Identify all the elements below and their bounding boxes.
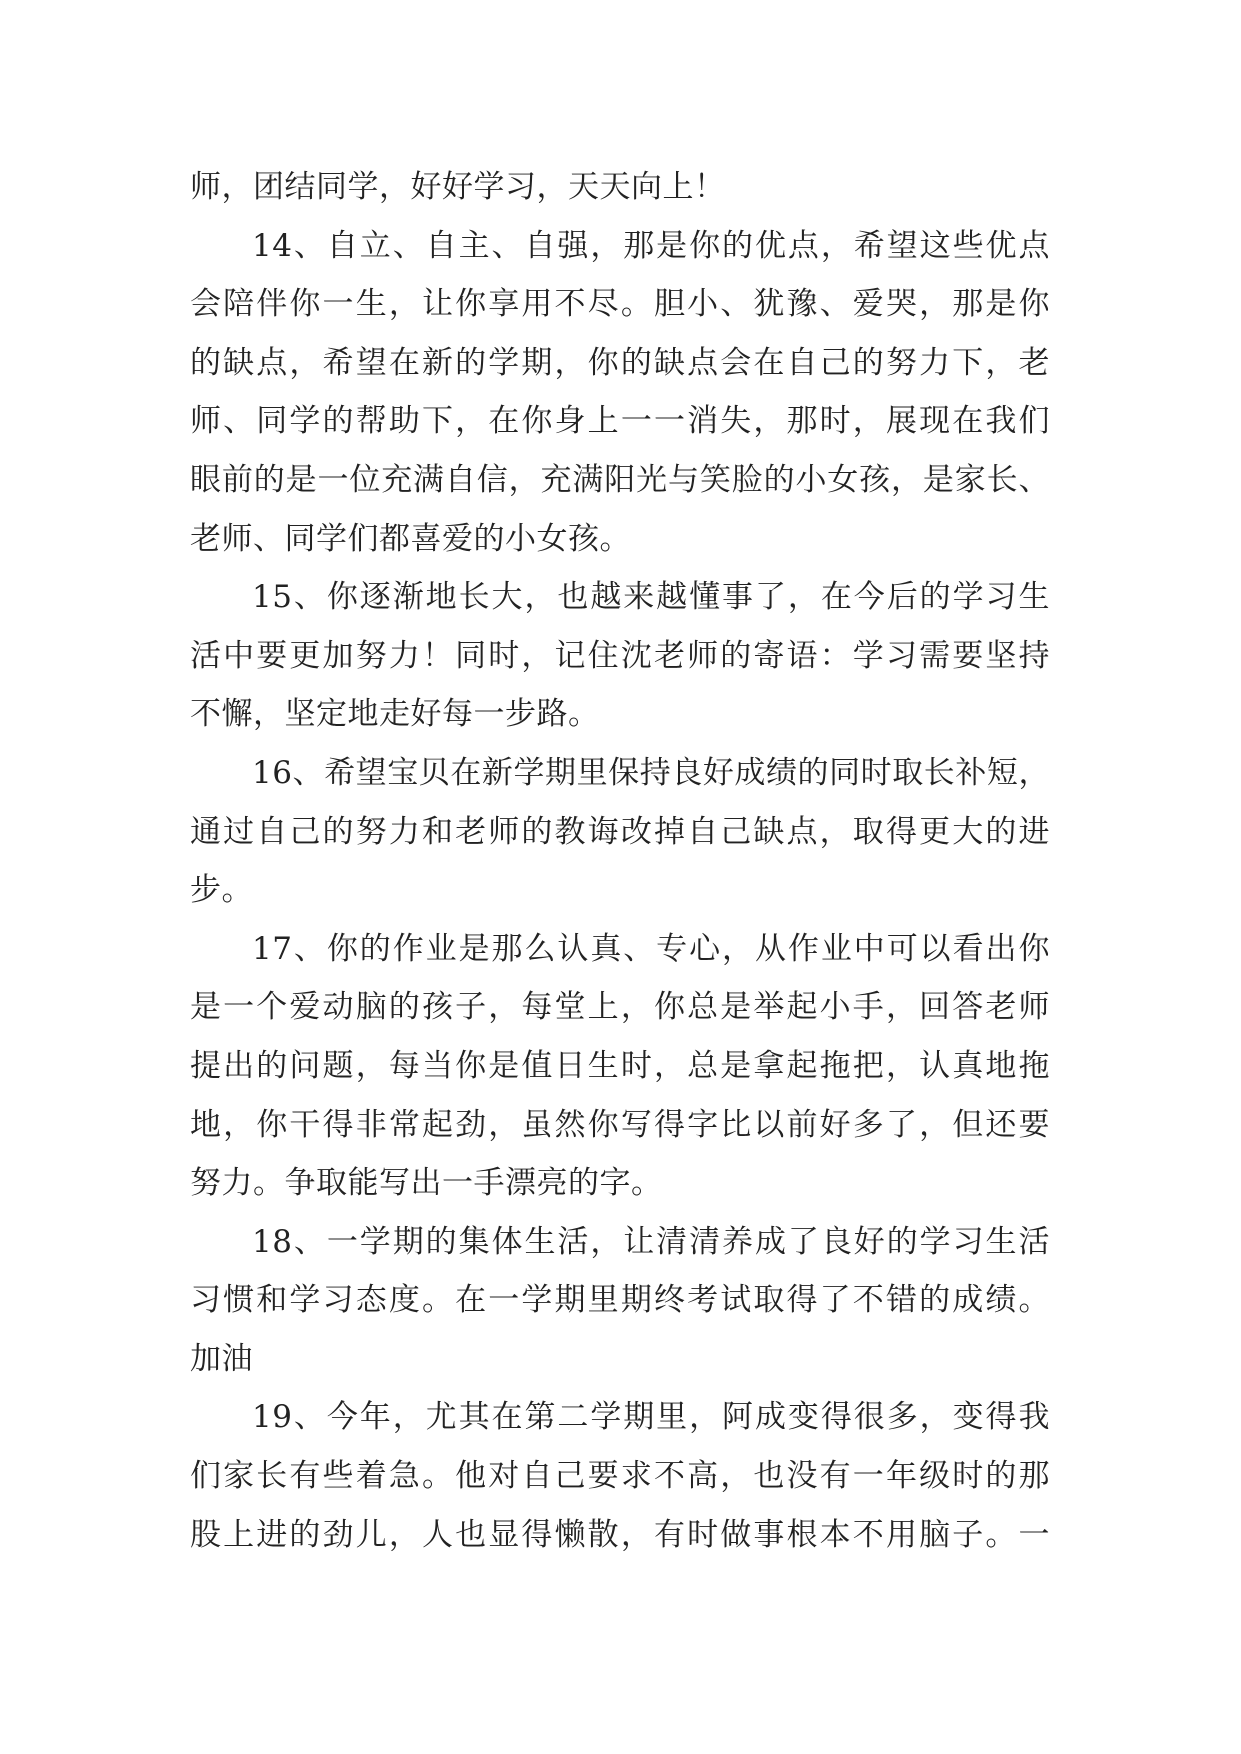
text-line: 步。 (190, 872, 253, 909)
text-line: 股上进的劲儿，人也显得懒散，有时做事根本不用脑子。一 (190, 1516, 1050, 1553)
paragraph (190, 1388, 1050, 1564)
text-line: 14、自立、自主、自强，那是你的优点，希望这些优点 (252, 227, 1050, 264)
text-line: 努力。争取能写出一手漂亮的字。 (190, 1165, 663, 1202)
text-line: 们家长有些着急。他对自己要求不高，也没有一年级时的那 (190, 1458, 1050, 1495)
text-line: 不懈，坚定地走好每一步路。 (190, 696, 600, 733)
text-line: 17、你的作业是那么认真、专心，从作业中可以看出你 (252, 930, 1050, 967)
text-line: 师，团结同学，好好学习，天天向上！ (190, 169, 726, 205)
text-line: 18、一学期的集体生活，让清清养成了良好的学习生活 (252, 1223, 1050, 1260)
paragraph (190, 920, 1050, 1213)
text-line: 会陪伴你一生，让你享用不尽。胆小、犹豫、爱哭，那是你 (190, 286, 1050, 323)
paragraph (190, 217, 1050, 569)
text-line: 加油 (190, 1340, 253, 1377)
text-line: 地，你干得非常起劲，虽然你写得字比以前好多了，但还要 (190, 1106, 1050, 1143)
paragraph (190, 158, 1050, 217)
text-line: 的缺点，希望在新的学期，你的缺点会在自己的努力下，老 (190, 344, 1050, 381)
text-line: 眼前的是一位充满自信，充满阳光与笑脸的小女孩，是家长、 (190, 461, 1050, 498)
text-line: 15、你逐渐地长大，也越来越懂事了，在今后的学习生 (252, 579, 1050, 616)
text-line: 师、同学的帮助下，在你身上一一消失，那时，展现在我们 (190, 403, 1050, 440)
text-line: 通过自己的努力和老师的教诲改掉自己缺点，取得更大的进 (190, 813, 1050, 850)
text-line: 老师、同学们都喜爱的小女孩。 (190, 520, 631, 557)
paragraph (190, 1213, 1050, 1389)
text-line: 是一个爱动脑的孩子，每堂上，你总是举起小手，回答老师 (190, 989, 1050, 1026)
text-line: 19、今年，尤其在第二学期里，阿成变得很多，变得我 (252, 1399, 1050, 1436)
paragraph (190, 744, 1050, 920)
text-line: 16、希望宝贝在新学期里保持良好成绩的同时取长补短， (252, 754, 1050, 791)
document-body (190, 158, 1050, 1564)
paragraph (190, 568, 1050, 744)
text-line: 活中要更加努力！同时，记住沈老师的寄语：学习需要坚持 (190, 637, 1050, 674)
text-line: 提出的问题，每当你是值日生时，总是拿起拖把，认真地拖 (190, 1047, 1050, 1084)
text-line: 习惯和学习态度。在一学期里期终考试取得了不错的成绩。 (190, 1282, 1050, 1319)
